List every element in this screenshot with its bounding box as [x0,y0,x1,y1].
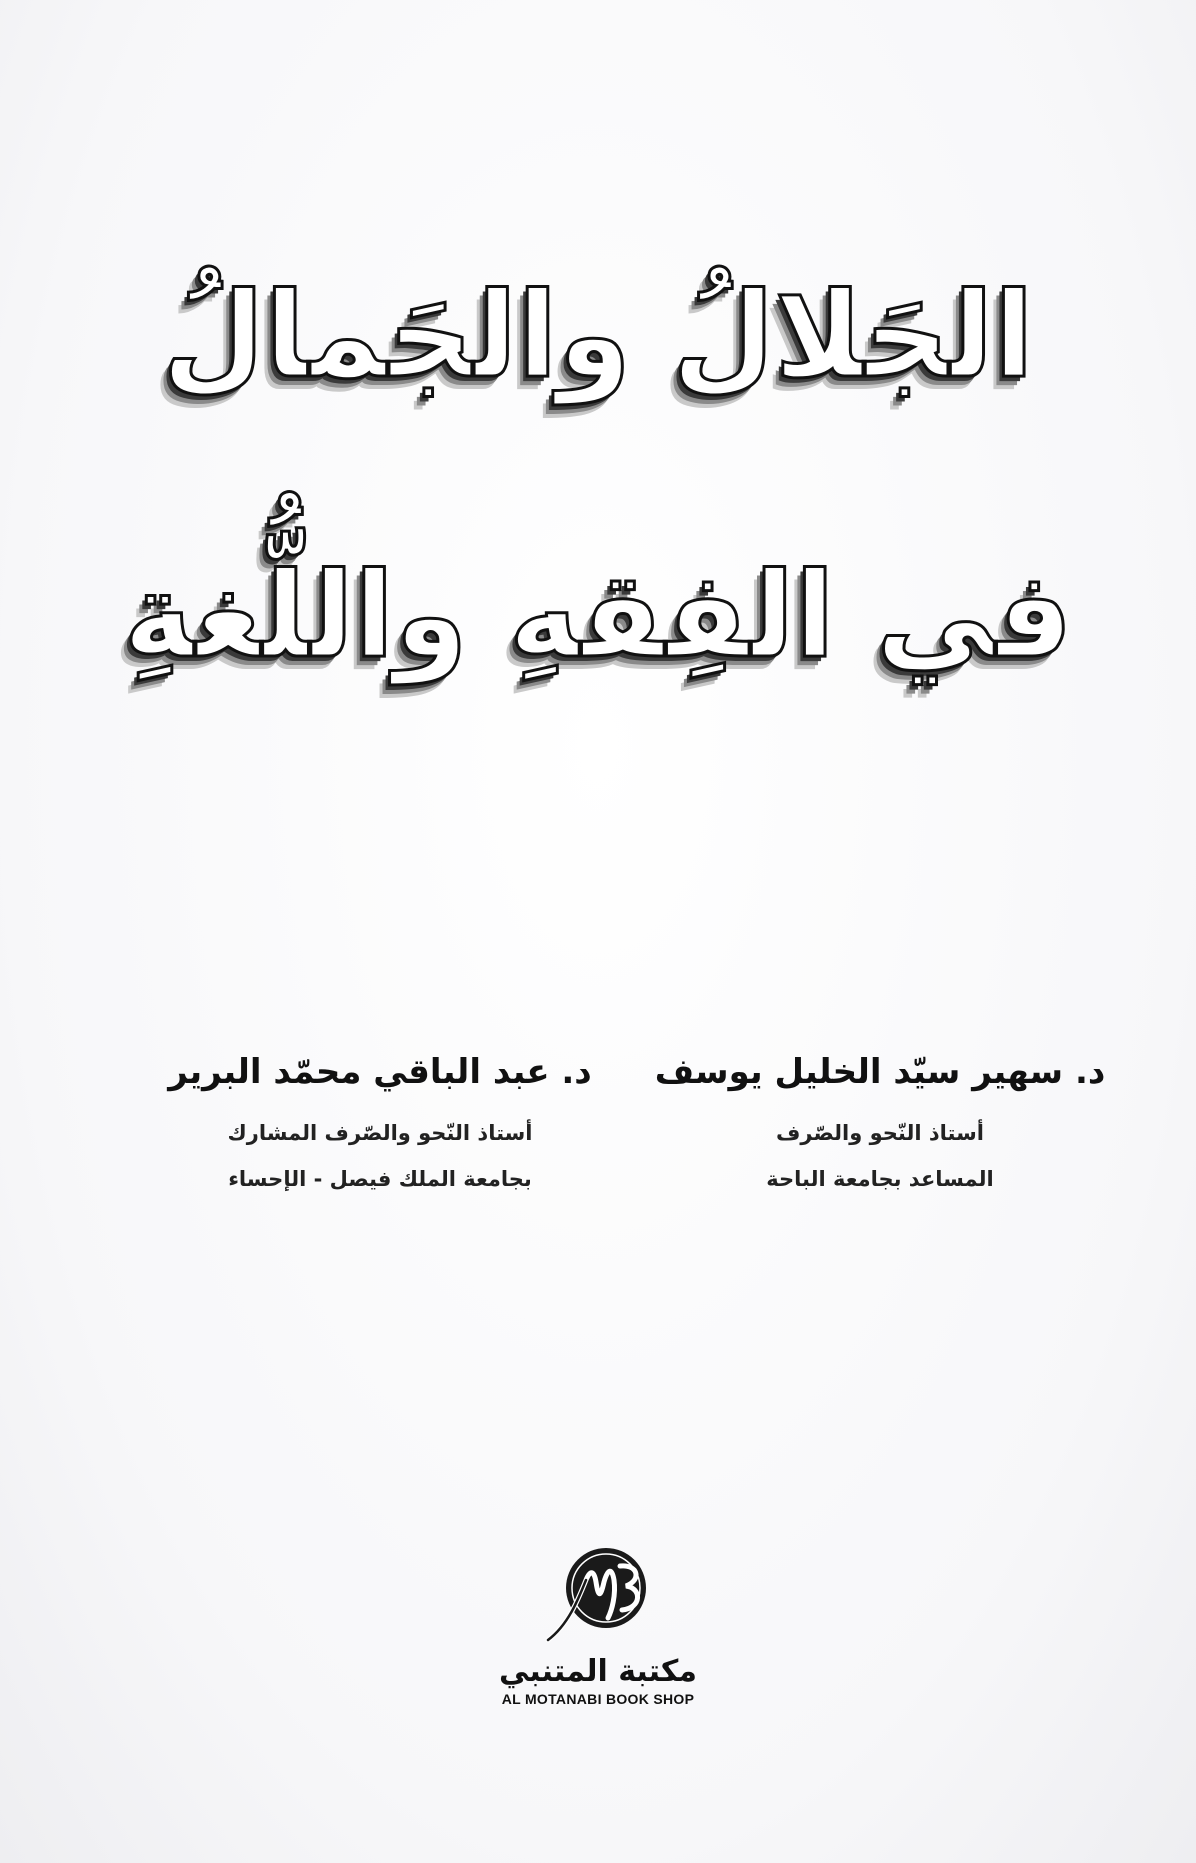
publisher-logo [498,1540,698,1708]
publisher-name-english: AL MOTANABI BOOK SHOP [501,1691,695,1707]
publisher-logo-icon [538,1540,658,1650]
publisher-name-arabic: مكتبة المتنبي [499,1654,697,1689]
author-role-line-2: المساعد بجامعة الباحة [766,1167,994,1191]
author-role-line-1: أستاذ النّحو والصّرف [776,1121,984,1145]
book-title-line-2: في الفِقهِ واللُّغةِ [123,546,1073,684]
book-title-line-1: الجَلالُ والجَمالُ [162,266,1034,404]
author-block-first [640,1050,1120,1202]
author-block-second [130,1050,630,1202]
author-role-line-1: أستاذ النّحو والصّرف المشارك [227,1121,533,1145]
author-name: د. سهير سيّد الخليل يوسف [654,1052,1106,1092]
author-role-line-2: بجامعة الملك فيصل - الإحساء [228,1167,532,1191]
logo-letters: MB [538,1540,540,1541]
author-name: د. عبد الباقي محمّد البرير [168,1052,592,1092]
